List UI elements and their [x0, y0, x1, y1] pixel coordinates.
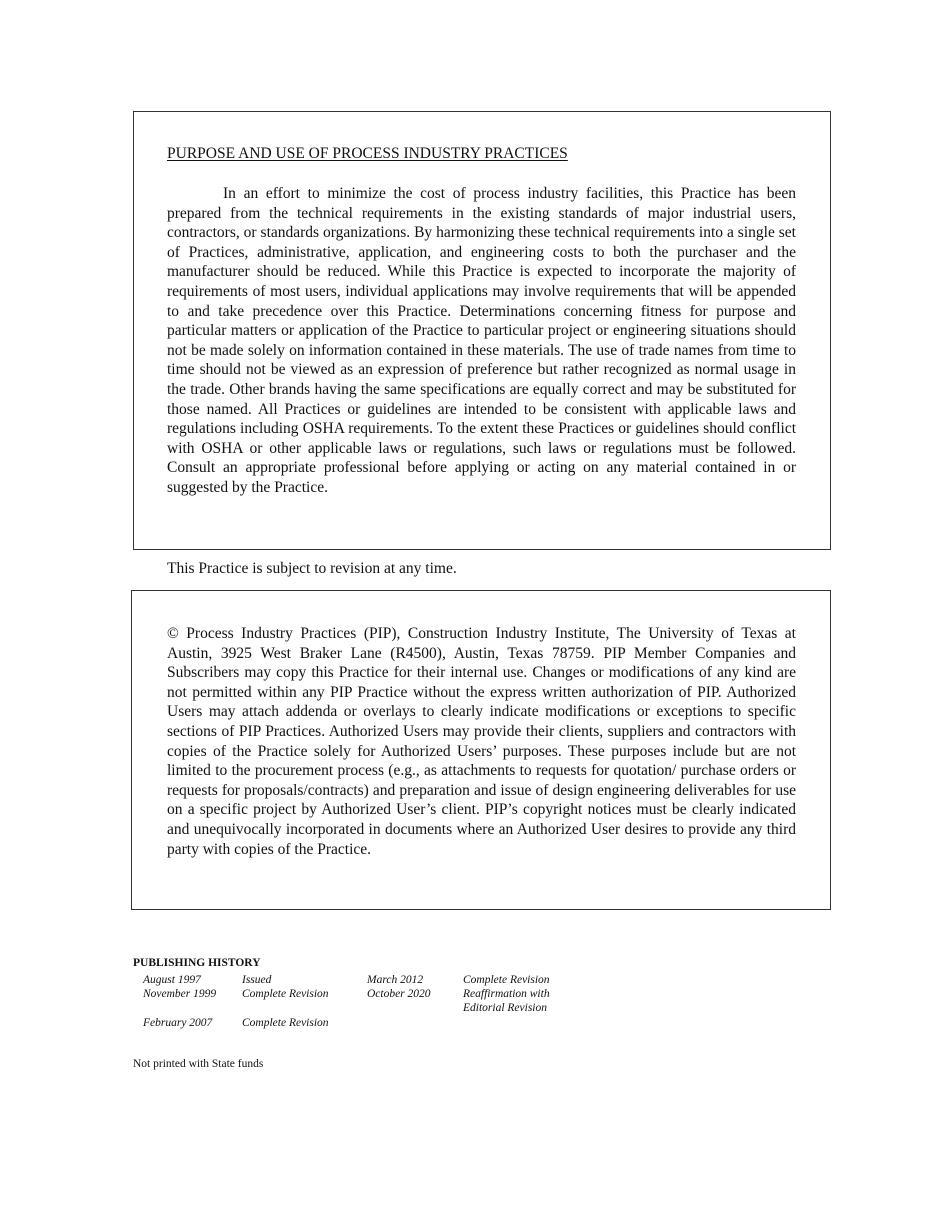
- history-action: Issued: [242, 974, 272, 986]
- history-date: November 1999: [143, 988, 217, 1000]
- purpose-paragraph: In an effort to minimize the cost of process industry facilities, this Practice has been prepared from the technical requirements in the existing standards of major industrial users, contractors, or standards organizations. By harmonizing these technical requirements into a single set of Practices, administrative, application, and engineering costs to both the purchaser and the manufacturer should be reduced. While this Practice is expected to incorporate the majority of requirements of most users, individual applications may involve requirements that will be appended to and take precedence over this Practice. Determinations concerning fitness for purpose and particular matters or application of the Practice to particular project or engineering situations should not be made solely on information contained in these materials. The use of trade names from time to time should not be viewed as an expression of preference but rather recognized as normal usage in the trade. Other brands having the same specifications are equally correct and may be substituted for those named. All Practices or guidelines are intended to be consistent with applicable laws and regulations including OSHA requirements. To the extent these Practices or guidelines should conflict with OSHA or other applicable laws or regulations, such laws or regulations must be followed. Consult an appropriate professional before applying or acting on any material contained in or suggested by the Practice.: [167, 185, 796, 496]
- history-date: October 2020: [367, 988, 431, 1000]
- history-action: Reaffirmation with: [463, 988, 550, 1000]
- history-date: August 1997: [143, 974, 201, 986]
- history-date: February 2007: [143, 1017, 213, 1029]
- history-action: Complete Revision: [242, 988, 329, 1000]
- publishing-history-title: PUBLISHING HISTORY: [133, 957, 261, 969]
- history-action-continued: Editorial Revision: [463, 1002, 548, 1014]
- copyright-paragraph: © Process Industry Practices (PIP), Construction Industry Institute, The University of Texas at Austin, 3925 West Braker Lane (R4500), Austin, Texas 78759. PIP Member Companies and Subscribers may copy this Practice for their internal use. Changes or modifications of any kind are not permitted within any PIP Practice without the express written authorization of PIP. Authorized Users may attach addenda or overlays to clearly indicate modifications or exceptions to specific sections of PIP Practices. Authorized Users may provide their clients, suppliers and contractors with copies of the Practice solely for Authorized Users’ purposes. These purposes include but are not limited to the procurement process (e.g., as attachments to requests for quotation/ purchase orders or requests for proposals/contracts) and preparation and issue of design engineering deliverables for use on a specific project by Authorized User’s client. PIP’s copyright notices must be clearly indicated and unequivocally incorporated in documents where an Authorized User desires to provide any third party with copies of the Practice.: [167, 625, 796, 858]
- history-action: Complete Revision: [242, 1017, 329, 1029]
- footer-note: Not printed with State funds: [133, 1058, 264, 1070]
- revision-note: This Practice is subject to revision at any time.: [167, 560, 457, 577]
- purpose-heading: PURPOSE AND USE OF PROCESS INDUSTRY PRACTICES: [167, 145, 568, 162]
- history-action: Complete Revision: [463, 974, 550, 986]
- history-date: March 2012: [367, 974, 424, 986]
